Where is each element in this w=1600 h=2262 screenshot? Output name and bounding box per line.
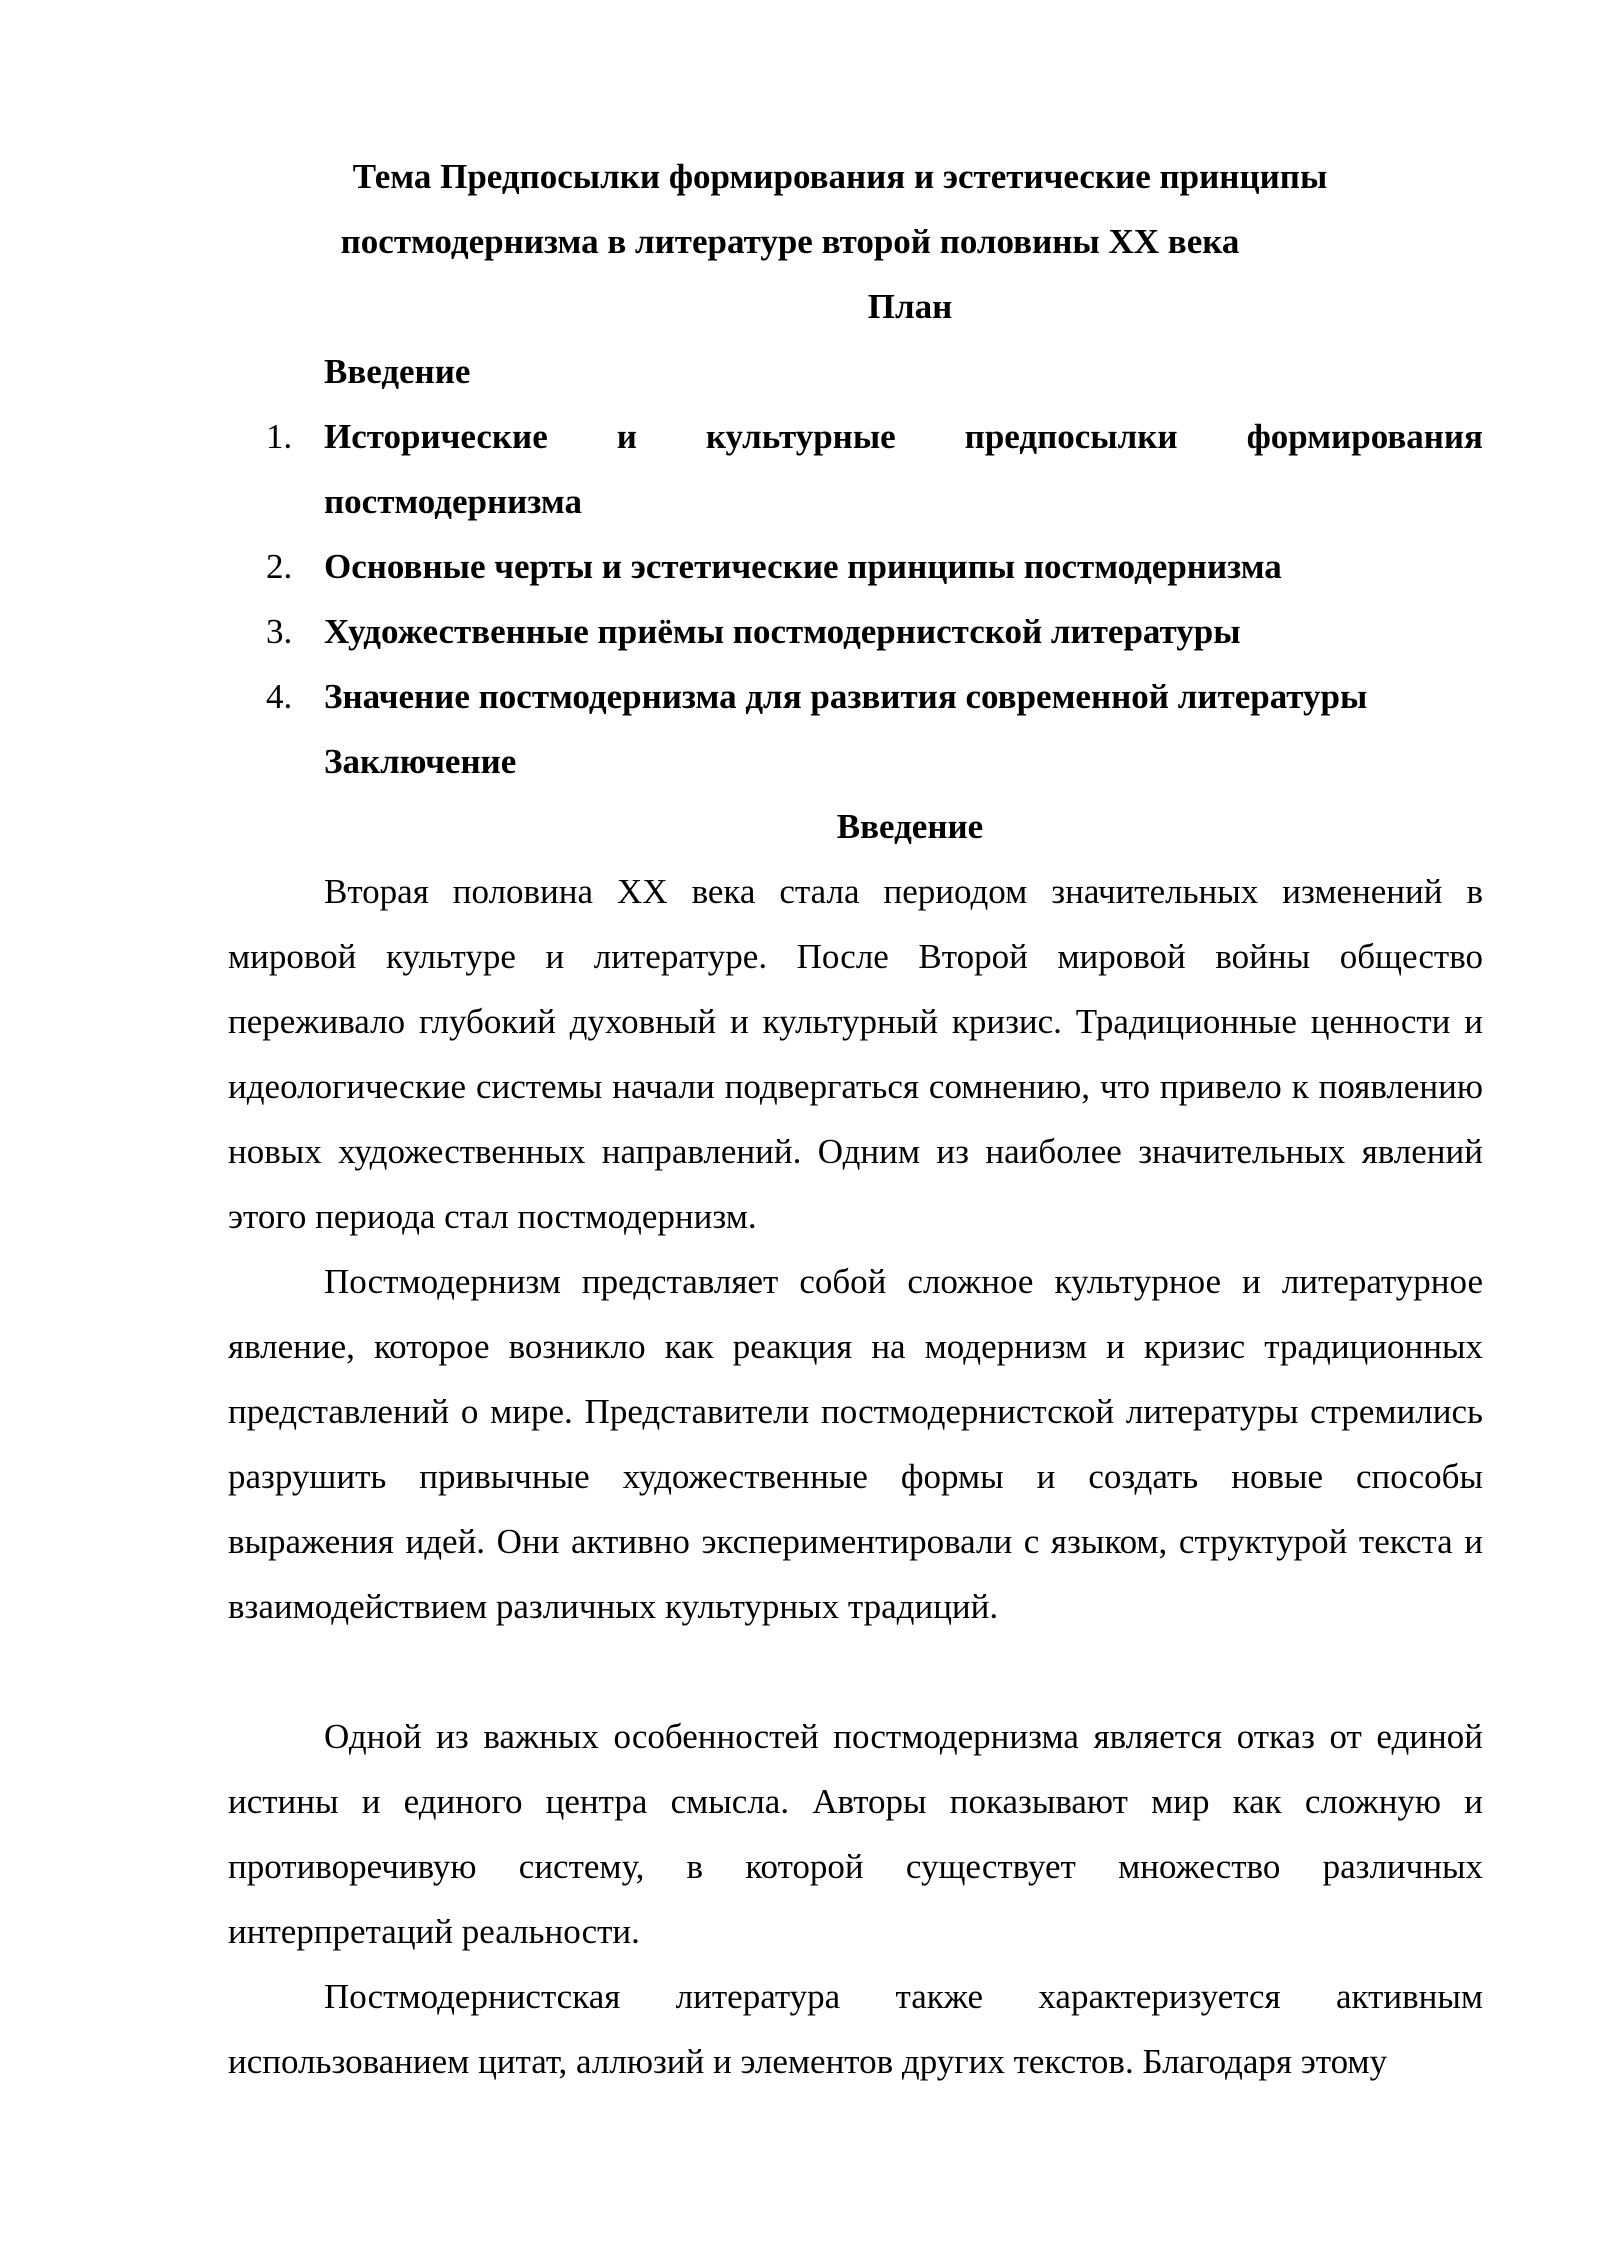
plan-item-number: 2. [266, 547, 293, 586]
body-paragraph: Постмодернизм представляет собой сложное культурное и литературное явление, которое возникло как реакция на модернизм и кризис традиционных представлений о мире. Представители постмодернистской литературы стремились разрушить привычные художественные формы и создать новые способы выражения идей. Они активно экспериментировали с языком, структурой текста и взаимодействием различных культурных традиций. [228, 1262, 1483, 1626]
plan-item-text: Художественные приёмы постмодернистской литературы [324, 612, 1241, 651]
plan-item [228, 599, 1483, 664]
plan-heading: План [867, 287, 953, 326]
body-paragraph: Одной из важных особенностей постмодернизма является отказ от единой истины и единого центра смысла. Авторы показывают мир как сложную и противоречивую систему, в которой существует множество различных интерпретаций реальности. [228, 1717, 1483, 1951]
plan-item-number: 3. [266, 612, 293, 651]
plan-item [228, 534, 1483, 599]
document-title-line-1: Тема Предпосылки формирования и эстетические принципы [352, 157, 1328, 196]
plan-item-text: Исторические и культурные предпосылки формирования постмодернизма [324, 417, 1483, 521]
plan-item-number: 4. [266, 677, 293, 716]
plan-intro: Введение [324, 352, 471, 391]
plan-item-text: Основные черты и эстетические принципы постмодернизма [324, 547, 1282, 586]
document-title-line-2: постмодернизма в литературе второй половины XX века [340, 222, 1240, 261]
plan-item [228, 664, 1483, 729]
plan-item-number: 1. [266, 417, 293, 456]
plan-item [228, 404, 1483, 534]
body-paragraph: Вторая половина XX века стала периодом значительных изменений в мировой культуре и литературе. После Второй мировой войны общество переживало глубокий духовный и культурный кризис. Традиционные ценности и идеологические системы начали подвергаться сомнению, что привело к появлению новых художественных направлений. Одним из наиболее значительных явлений этого периода стал постмодернизм. [228, 872, 1483, 1236]
section-heading-introduction: Введение [836, 807, 984, 846]
plan-item-text: Значение постмодернизма для развития современной литературы [324, 677, 1368, 716]
plan-conclusion: Заключение [324, 742, 517, 781]
body-paragraph: Постмодернистская литература также характеризуется активным использованием цитат, аллюзий и элементов других текстов. Благодаря этому [228, 1977, 1483, 2081]
